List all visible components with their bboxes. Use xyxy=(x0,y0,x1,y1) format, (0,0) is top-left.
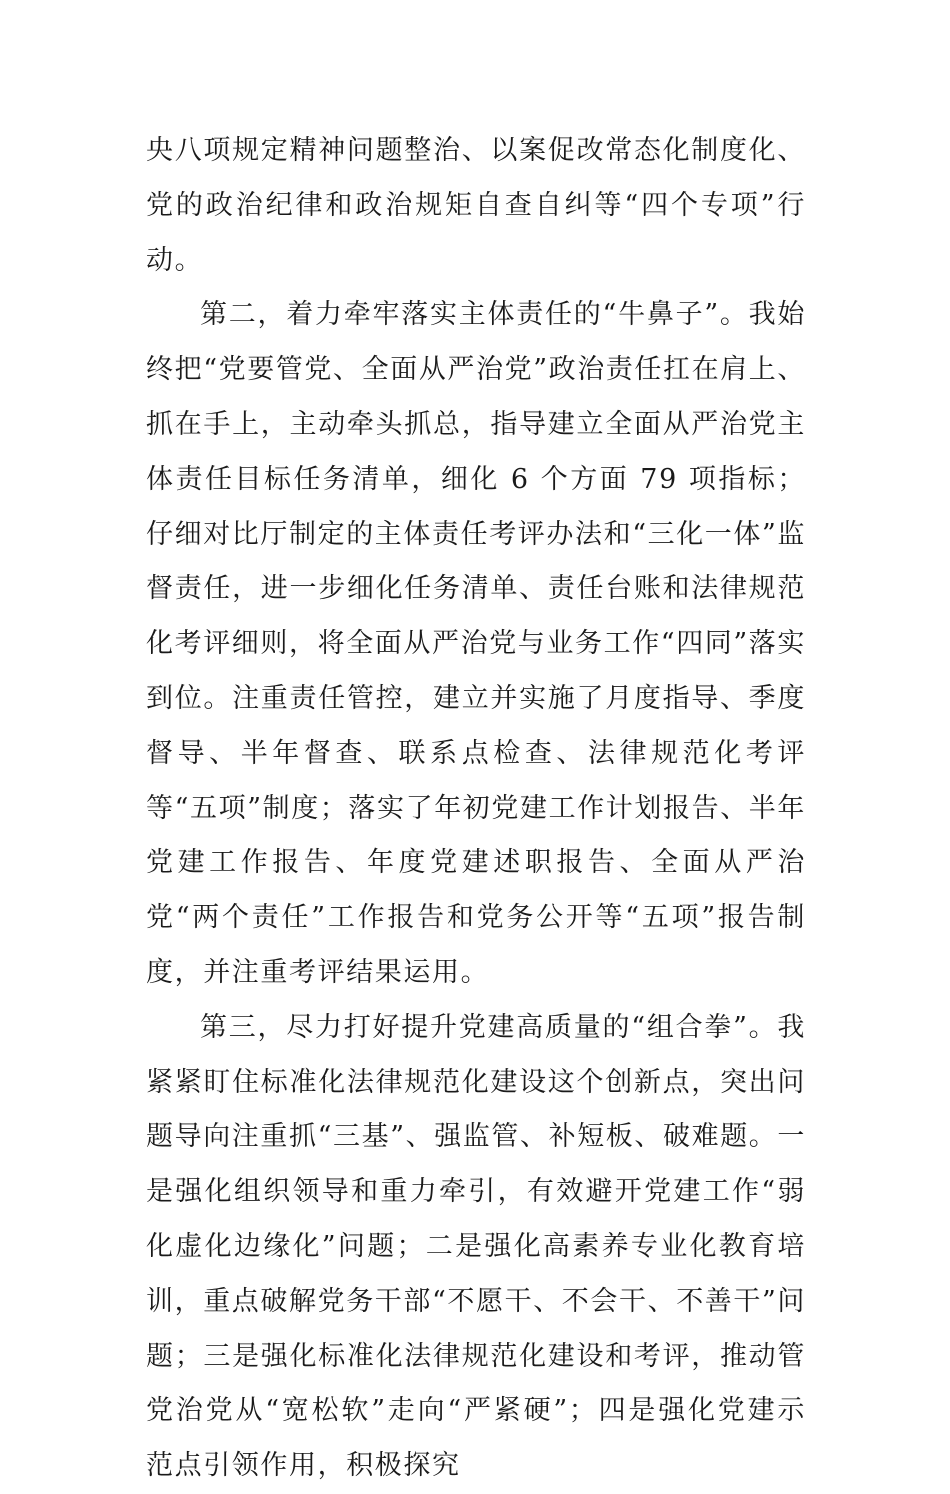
paragraph-continuation: 央八项规定精神问题整治、以案促改常态化制度化、党的政治纪律和政治规矩自查自纠等“四个专项”行动。 xyxy=(146,135,806,276)
document-body xyxy=(146,124,806,1494)
paragraph-third-point: 第三，尽力打好提升党建高质量的“组合拳”。我紧紧盯住标准化法律规范化建设这个创新点，突出问题导向注重抓“三基”、强监管、补短板、破难题。一是强化组织领导和重力牵引，有效避开党建工作“弱化虚化边缘化”问题；二是强化高素养专业化教育培训，重点破解党务干部“不愿干、不会干、不善干”问题；三是强化标准化法律规范化建设和考评，推动管党治党从“宽松软”走向“严紧硬”；四是强化党建示范点引领作用，积极探究 xyxy=(146,1011,807,1482)
paragraph-second-point: 第二，着力牵牢落实主体责任的“牛鼻子”。我始终把“党要管党、全面从严治党”政治责任扛在肩上、抓在手上，主动牵头抓总，指导建立全面从严治党主体责任目标任务清单，细化 6 个方面 79 项指标；仔细对比厅制定的主体责任考评办法和“三化一体”监督责任，进一步细化任务清单、责任台账和法律规范化考评细则，将全面从严治党与业务工作“四同”落实到位。注重责任管控，建立并实施了月度指导、季度督导、半年督查、联系点检查、法律规范化考评等“五项”制度；落实了年初党建工作计划报告、半年党建工作报告、年度党建述职报告、全面从严治党“两个责任”工作报告和党务公开等“五项”报告制度，并注重考评结果运用。 xyxy=(146,299,807,988)
